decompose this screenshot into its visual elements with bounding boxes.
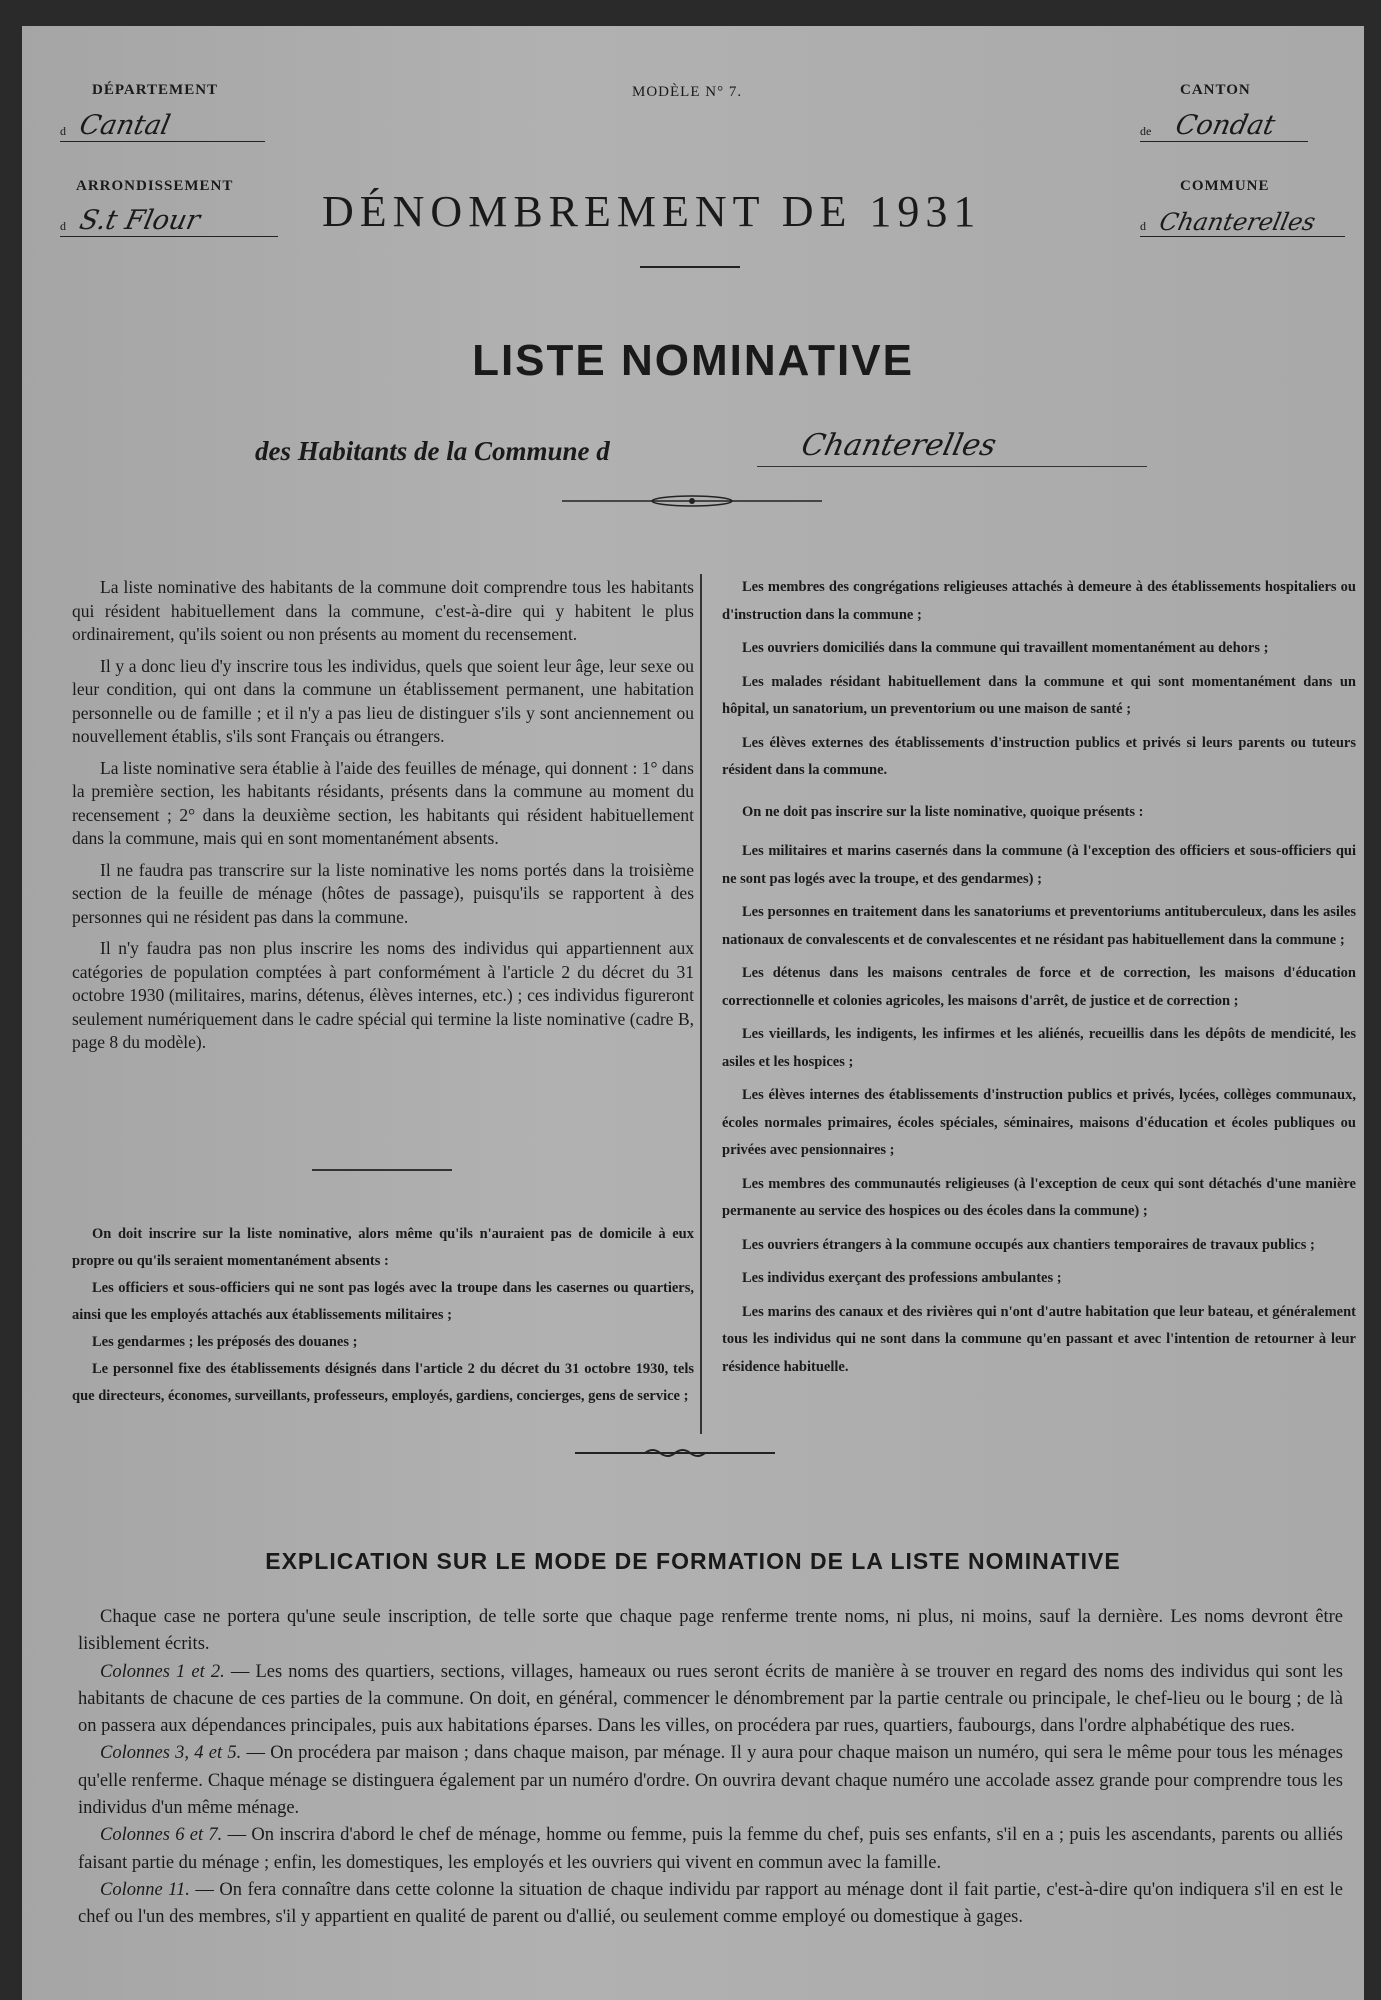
right-paragraph: Les individus exerçant des professions ambulantes ; <box>742 1270 1062 1286</box>
ornament-divider-top <box>562 494 822 508</box>
left-small-paragraph: On doit inscrire sur la liste nominative, alors même qu'ils n'auraient pas de domicile à eux propre ou qu'ils seraient momentanément absents : <box>72 1226 694 1269</box>
left-paragraph: Il n'y faudra pas non plus inscrire les noms des individus qui appartiennent aux catégories de population comptées à part conformément à l'article 2 du décret du 31 octobre 1930 (militaires, marins, détenus, élèves internes, etc.) ; ces individus figureront seulement numériquement dans le cadre spécial qui termine la liste nominative (cadre B, page 8 du modèle). <box>72 938 694 1052</box>
explication-lead: Colonnes 1 et 2. <box>100 1661 225 1682</box>
departement-prefix: d <box>60 124 66 138</box>
habitants-commune-rule <box>757 466 1147 467</box>
habitants-commune-value[interactable]: Chanterelles <box>798 428 1000 463</box>
right-paragraph: Les membres des communautés religieuses (à l'exception de ceux qui sont détachés d'une manière permanente au service des hospices ou des écoles dans la commune) ; <box>722 1175 1356 1219</box>
right-paragraph: Les élèves internes des établissements d'instruction publics et privés, lycées, collèges communaux, écoles normales primaires, écoles spéciales, séminaires, maisons d'éducation et écoles publiques ou privées avec pensionnaires ; <box>722 1087 1356 1158</box>
explication-text: — On inscrira d'abord le chef de ménage, homme ou femme, puis la femme du chef, puis ses enfants, s'il en a ; puis les ascendants, parents ou alliés faisant partie du ménage ; enfin, les domestiques, les employés et les ouvriers qui vivent en commun avec la famille. <box>78 1825 1343 1873</box>
ornament-divider-bottom <box>575 1446 775 1460</box>
commune-prefix: d <box>1140 219 1146 233</box>
right-paragraph: Les militaires et marins casernés dans la commune (à l'exception des officiers et sous-officiers qui ne sont pas logés avec la troupe, et des gendarmes) ; <box>722 843 1356 887</box>
right-paragraph: Les malades résidant habituellement dans la commune et qui sont momentanément dans un hôpital, un sanatorium, un preventorium ou une maison de santé ; <box>722 673 1356 717</box>
explication-paragraph <box>78 1740 1343 1822</box>
left-small-paragraph: Les officiers et sous-officiers qui ne sont pas logés avec la troupe dans les casernes ou quartiers, ainsi que les employés attachés aux établissements militaires ; <box>72 1280 694 1323</box>
left-paragraph: Il ne faudra pas transcrire sur la liste nominative les noms portés dans la troisième section de la feuille de ménage (hôtes de passage), puisqu'ils se rapportent à des personnes qui ne résident pas dans la commune. <box>72 859 694 927</box>
departement-value: Cantal <box>76 110 174 141</box>
commune-field[interactable] <box>1140 206 1345 237</box>
right-paragraph: Les ouvriers domiciliés dans la commune qui travaillent momentanément au dehors ; <box>742 640 1269 656</box>
census-form-page <box>22 26 1364 2000</box>
commune-value: Chanterelles <box>1157 208 1318 236</box>
right-paragraph: Les marins des canaux et des rivières qui n'ont d'autre habitation que leur bateau, et généralement tous les individus qui ne sont dans la commune qu'en passant et avec l'intention de retourner à leur résidence habituelle. <box>722 1303 1356 1375</box>
departement-label: DÉPARTEMENT <box>92 82 219 98</box>
left-small-paragraph: Le personnel fixe des établissements désignés dans l'article 2 du décret du 31 octobre 1930, tels que directeurs, économes, surveillants, professeurs, employés, gardiens, concierges, gens de service ; <box>72 1361 694 1404</box>
explication-text: — Les noms des quartiers, sections, villages, hameaux ou rues seront écrits de manière à se trouver en regard des noms des individus qui sont les habitants de chacune de ces parties de la commune. On doit, en général, commencer le dénombrement par la partie centrale ou principale, le chef-lieu ou le bourg ; de là on passera aux dépendances principales, puis aux habitations éparses. Dans les villes, on procédera par rues, quartiers, faubourgs, dans l'ordre alphabétique des rues. <box>78 1661 1343 1737</box>
document-title: DÉNOMBREMENT DE 1931 <box>322 187 982 236</box>
left-paragraph: La liste nominative sera établie à l'aide des feuilles de ménage, qui donnent : 1° dans la première section, les habitants résidants, présents dans la commune au moment du recensement ; 2° dans la deuxième section, les habitants qui résident habituellement dans la commune, mais qui en sont momentanément absents. <box>72 757 694 848</box>
explication-paragraph <box>78 1604 1343 1659</box>
document-subtitle: LISTE NOMINATIVE <box>472 336 914 385</box>
right-column <box>722 574 1356 1381</box>
left-small-paragraph: Les gendarmes ; les préposés des douanes ; <box>92 1334 358 1350</box>
right-paragraph: Les ouvriers étrangers à la commune occupés aux chantiers temporaires de travaux publics ; <box>742 1236 1315 1253</box>
left-short-rule <box>312 1169 452 1171</box>
arrondissement-value: S.t Flour <box>76 205 203 236</box>
right-paragraph: Les membres des congrégations religieuses attachés à demeure à des établissements hospitaliers ou d'instruction dans la commune ; <box>722 579 1356 623</box>
commune-label: COMMUNE <box>1180 178 1270 194</box>
column-separator <box>700 574 702 1434</box>
explication-body <box>78 1604 1343 1932</box>
canton-value: Condat <box>1172 110 1278 141</box>
explication-title: EXPLICATION SUR LE MODE DE FORMATION DE LA LISTE NOMINATIVE <box>265 1548 1121 1574</box>
canton-field[interactable] <box>1140 111 1308 142</box>
explication-text: Chaque case ne portera qu'une seule inscription, de telle sorte que chaque page renferme trente noms, ni plus, ni moins, sauf la dernière. Les noms devront être lisiblement écrits. <box>78 1607 1343 1655</box>
left-column-main <box>72 576 694 1063</box>
explication-text: — On procédera par maison ; dans chaque maison, par ménage. Il y aura pour chaque maison un numéro, qui sera le même pour tous les ménages qu'elle renferme. Chaque ménage se distinguera également par un numéro d'ordre. On ouvrira devant chaque numéro une accolade assez grande pour comprendre tous les individus d'un même ménage. <box>78 1743 1343 1819</box>
arrondissement-label: ARRONDISSEMENT <box>76 178 234 194</box>
explication-lead: Colonnes 3, 4 et 5. <box>100 1743 242 1764</box>
right-paragraph: Les détenus dans les maisons centrales de force et de correction, les maisons d'éducation correctionnelle et colonies agricoles, les maisons d'arrêt, de justice et de correction ; <box>722 965 1356 1009</box>
explication-paragraph <box>78 1877 1343 1932</box>
canton-prefix: de <box>1140 124 1152 138</box>
habitants-line: des Habitants de la Commune d <box>255 436 610 466</box>
right-paragraph: Les personnes en traitement dans les sanatoriums et preventoriums antituberculeux, dans les asiles nationaux de convalescents et de convalescentes et ne résidant pas habituellement dans la commune ; <box>722 904 1356 948</box>
explication-text: — On fera connaître dans cette colonne la situation de chaque individu par rapport au ménage dont il fait partie, c'est-à-dire qu'on indiquera s'il en est le chef ou l'un des membres, s'il y appartient en qualité de parent ou d'allié, ou seulement comme employé ou domestique à gages. <box>78 1879 1343 1928</box>
explication-lead: Colonnes 6 et 7. <box>100 1825 223 1846</box>
explication-lead: Colonne 11. <box>100 1879 190 1900</box>
right-paragraph: Les vieillards, les indigents, les infirmes et les aliénés, recueillis dans les dépôts de mendicité, les asiles et les hospices ; <box>722 1026 1356 1070</box>
modele-number: MODÈLE N° 7. <box>632 84 743 100</box>
canton-label: CANTON <box>1180 82 1251 98</box>
arrondissement-prefix: d <box>60 219 66 233</box>
left-paragraph: La liste nominative des habitants de la commune doit comprendre tous les habitants qui résident habituellement dans la commune, c'est-à-dire qui y habitent le plus ordinairement, qu'ils soient ou non présents au moment du recensement. <box>72 577 694 644</box>
left-paragraph: Il y a donc lieu d'y inscrire tous les individus, quels que soient leur âge, leur sexe ou leur condition, qui ont dans la commune un établissement permanent, une habitation personnelle ou de famille ; et il n'y a pas lieu de distinguer s'ils y sont anciennement ou nouvellement établis, s'ils sont Français ou étrangers. <box>72 655 694 746</box>
arrondissement-field[interactable] <box>60 206 278 237</box>
left-column-small <box>72 1221 694 1410</box>
explication-paragraph <box>78 1659 1343 1741</box>
title-rule <box>640 266 740 268</box>
right-paragraph: Les élèves externes des établissements d'instruction publics et privés si leurs parents ou tuteurs résident dans la commune. <box>722 734 1356 778</box>
right-heading: On ne doit pas inscrire sur la liste nominative, quoique présents : <box>742 803 1144 820</box>
explication-paragraph <box>78 1822 1343 1877</box>
departement-field[interactable] <box>60 111 265 142</box>
